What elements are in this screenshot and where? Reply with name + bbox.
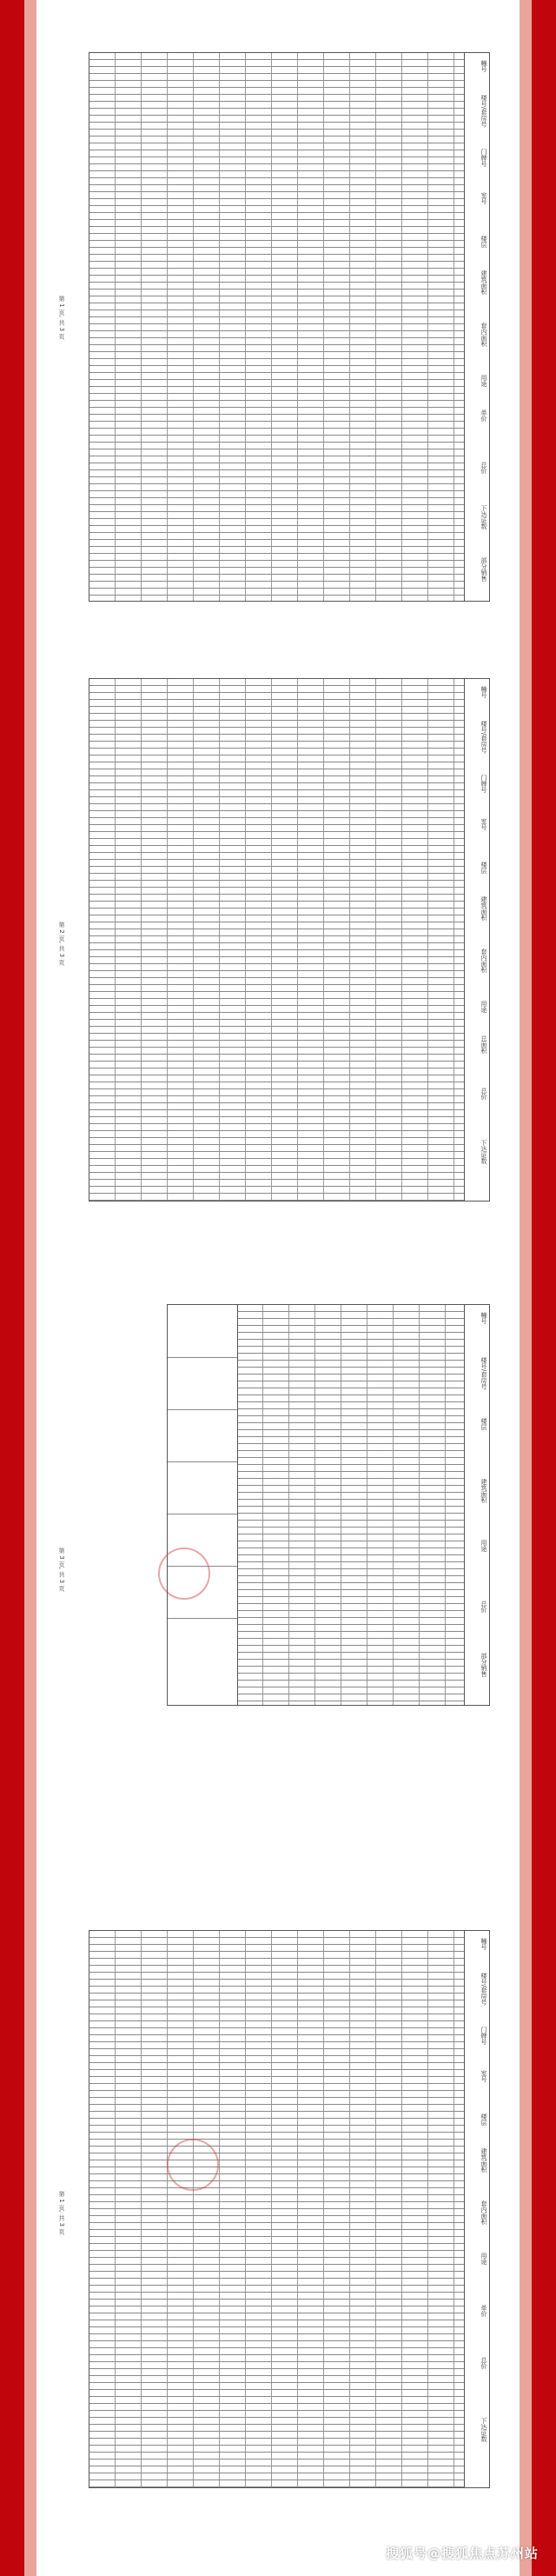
column-header: 楼层: [480, 1418, 487, 1430]
column-header: 楼号/套房号: [480, 1357, 487, 1390]
column-header-strip: [464, 1931, 489, 2487]
column-header: 下达证数: [480, 2418, 487, 2442]
column-header: 套内面积: [480, 323, 487, 347]
price-table-1: [89, 52, 490, 602]
column-header: 楼号/套房号: [480, 1973, 487, 2006]
document-paper: [36, 0, 520, 2576]
column-header: 总面积: [480, 1035, 487, 1054]
column-header: 建筑面积: [480, 2148, 487, 2173]
column-header: 下达证数: [480, 505, 487, 529]
column-header: 单价: [480, 409, 487, 422]
column-header: 幢号: [480, 686, 487, 698]
column-header: 楼号/套房号: [480, 721, 487, 754]
column-header: 幢号: [480, 1938, 487, 1950]
column-header: 建筑面积: [480, 270, 487, 295]
column-header: 总价: [480, 1601, 487, 1613]
column-header-strip: [464, 53, 489, 601]
column-header: 套内面积: [480, 2200, 487, 2225]
column-header: 用途: [480, 2253, 487, 2265]
official-seal-stamp: [167, 2139, 219, 2191]
column-header: 门牌号: [480, 149, 487, 167]
price-table-4: [89, 1930, 490, 2488]
column-header: 部分销售: [480, 557, 487, 582]
sheet-2: [36, 661, 520, 1217]
frame-pink-band-right: [520, 0, 532, 2576]
column-header: 用途: [480, 1001, 487, 1013]
column-header: 楼号/套房号: [480, 95, 487, 128]
column-header: 部分销售: [480, 1653, 487, 1677]
column-header: 单价: [480, 2305, 487, 2317]
summary-table: [167, 1304, 238, 1706]
column-header: 楼层: [480, 236, 487, 248]
column-header: 建筑面积: [480, 896, 487, 921]
column-header-strip: [464, 1305, 489, 1705]
column-header: 下达证数: [480, 1140, 487, 1164]
column-header: 用途: [480, 375, 487, 387]
page-number-note: 第 1 页, 共 3 页: [58, 296, 65, 340]
column-header: 室号: [480, 818, 487, 830]
column-header: 用途: [480, 1540, 487, 1552]
column-header: 总价: [480, 2357, 487, 2369]
page-number-note: 第 2 页, 共 3 页: [58, 922, 65, 966]
price-table-3: [236, 1304, 490, 1706]
sheet-1: [36, 35, 520, 591]
column-header: 室号: [480, 2070, 487, 2082]
sheet-3: [36, 1287, 520, 1843]
page-number-note: 第 1 页, 共 3 页: [58, 2191, 65, 2235]
sheet-4: [36, 1913, 520, 2521]
column-header: 套内面积: [480, 949, 487, 973]
column-header: 门牌号: [480, 2027, 487, 2045]
watermark-text: 搜狐号@搜狐焦点苏州站: [385, 2546, 539, 2561]
column-header: 幢号: [480, 60, 487, 72]
column-header: 幢号: [480, 1312, 487, 1324]
column-header: 总价: [480, 1088, 487, 1100]
official-seal-stamp: [158, 1548, 210, 1600]
table-row: [168, 1409, 237, 1410]
table-row: [168, 1357, 237, 1358]
price-table-2: [89, 678, 490, 1201]
column-header: 室号: [480, 192, 487, 204]
column-header: 楼层: [480, 862, 487, 874]
frame-pink-band-left: [24, 0, 36, 2576]
column-header-strip: [464, 679, 489, 1201]
column-header: 建筑面积: [480, 1479, 487, 1503]
column-header: 门牌号: [480, 775, 487, 793]
column-header: 楼层: [480, 2113, 487, 2126]
page-number-note: 第 3 页, 共 3 页: [58, 1548, 65, 1592]
table-row: [168, 1618, 237, 1619]
table-row: [168, 1461, 237, 1462]
column-header: 总价: [480, 462, 487, 474]
